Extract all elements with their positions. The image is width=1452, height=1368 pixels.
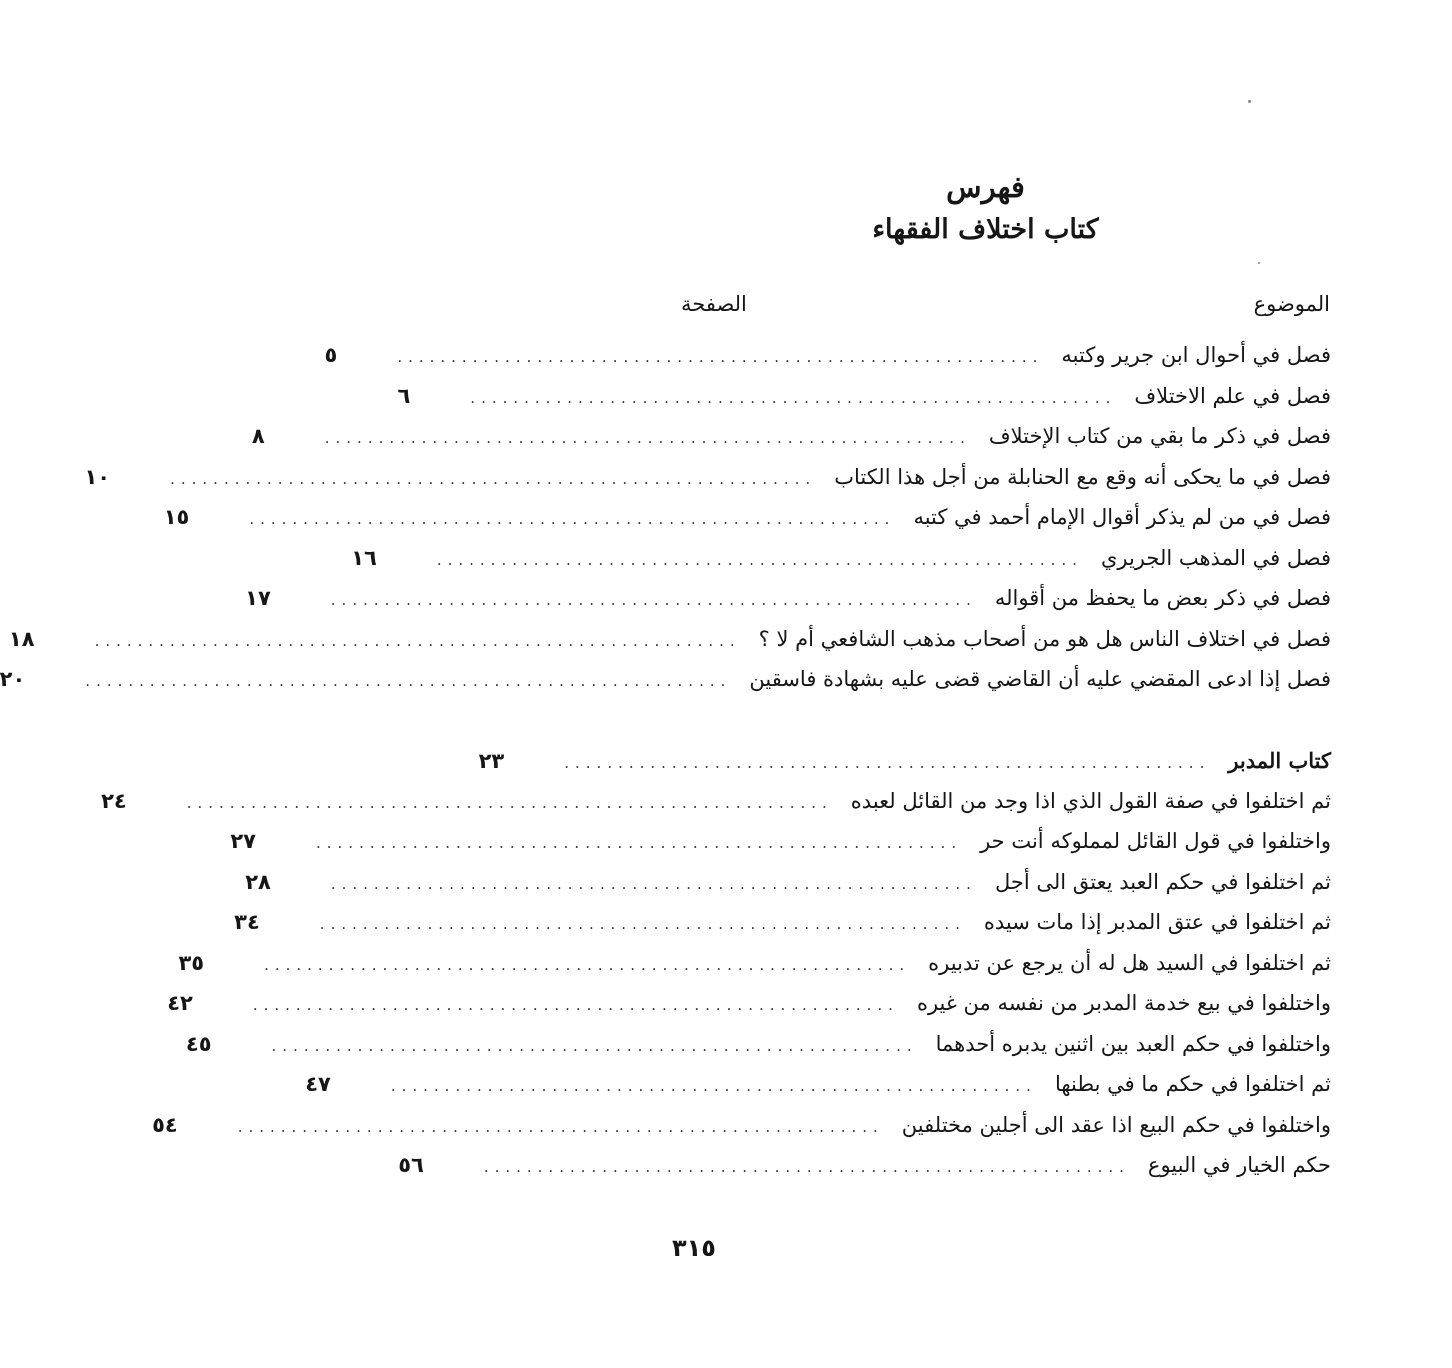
toc-entry-page: ٢٣: [478, 749, 505, 773]
index-heading: فهرس: [946, 170, 1025, 204]
toc-entry: [305, 1072, 1331, 1113]
toc-entry: [84, 464, 1331, 506]
toc-entry-title: كتاب المدبر: [1228, 748, 1331, 773]
toc-entry: [251, 424, 1331, 465]
dot-leader: ............................................................: [316, 834, 963, 852]
toc-entry-title: ثم اختلفوا في حكم العبد يعتق الى أجل: [994, 869, 1331, 894]
page-column-header: الصفحة: [681, 292, 747, 316]
toc-entry-page: ٢٧: [230, 829, 256, 853]
dot-leader: ............................................................: [564, 754, 1211, 772]
toc-entry-title: واختلفوا في حكم البيع اذا عقد الى أجلين مختلفين: [901, 1112, 1331, 1137]
dot-leader: ............................................................: [186, 793, 833, 812]
toc-entry-title: فصل في ذكر بعض ما يحفظ من أقواله: [994, 586, 1331, 610]
dot-leader: ............................................................: [483, 1158, 1130, 1176]
toc-entry-title: واختلفوا في حكم العبد بين اثنين يدبره أحدهما: [935, 1031, 1331, 1056]
toc-entry: [101, 788, 1331, 830]
toc-entry: [230, 829, 1331, 870]
toc-entry-page: ١٠: [84, 464, 111, 489]
dot-leader: ............................................................: [324, 429, 971, 447]
toc-entry-title: فصل في أحوال ابن جرير وكتبه: [1061, 343, 1331, 367]
toc-entry-title: ثم اختلفوا في عتق المدبر إذا مات سيده: [983, 910, 1331, 934]
dot-leader: ............................................................: [249, 510, 896, 528]
toc-entry-title: واختلفوا في بيع خدمة المدبر من نفسه من غيره: [916, 991, 1331, 1015]
toc-entry-page: ١٨: [8, 626, 35, 651]
toc-entry-title: ثم اختلفوا في حكم ما في بطنها: [1054, 1072, 1331, 1096]
toc-entry-title: واختلفوا في قول القائل لمملوكه أنت حر: [980, 829, 1331, 853]
toc-entry-page: ٢٨: [245, 869, 271, 894]
print-speck: [1248, 100, 1251, 103]
dot-leader: ............................................................: [470, 388, 1117, 407]
toc-entry-page: ٣٤: [234, 910, 260, 934]
toc-entry: [163, 505, 1331, 546]
toc-entry: [324, 343, 1331, 384]
toc-entry: [8, 626, 1331, 668]
topic-column-header: الموضوع: [1253, 292, 1330, 316]
toc-entry: [0, 667, 1331, 708]
print-speck: [1258, 262, 1260, 264]
toc-entry-page: ٤٥: [185, 1031, 212, 1056]
toc-entry-page: ١٥: [163, 505, 190, 529]
dot-leader: ............................................................: [85, 672, 732, 690]
toc-entry-page: ٥٤: [152, 1112, 178, 1137]
toc-entry-title: فصل في ما يحكى أنه وقع مع الحنابلة من أجل هذا الكتاب: [834, 464, 1331, 489]
toc-entry-page: ٤٧: [305, 1072, 331, 1096]
dot-leader: ............................................................: [271, 1036, 918, 1055]
page-number: ٣١٥: [672, 1234, 716, 1262]
toc-entry-title: فصل في علم الاختلاف: [1134, 383, 1331, 408]
toc-entry-page: ٥٦: [398, 1153, 424, 1177]
toc-entry: [397, 383, 1331, 425]
dot-leader: ............................................................: [237, 1117, 884, 1136]
dot-leader: ............................................................: [264, 955, 911, 974]
toc-entry-title: فصل في من لم يذكر أقوال الإمام أحمد في كتبه: [913, 505, 1331, 529]
toc-entry-page: ٦: [397, 383, 411, 408]
dot-leader: ............................................................: [330, 591, 977, 609]
dot-leader: ............................................................: [330, 874, 977, 893]
dot-leader: ............................................................: [319, 915, 966, 933]
toc-entry: [245, 869, 1331, 911]
toc-entry-title: حكم الخيار في البيوع: [1147, 1153, 1331, 1177]
toc-entry: [178, 950, 1331, 992]
dot-leader: ............................................................: [436, 550, 1083, 569]
toc-entry-title: ثم اختلفوا في السيد هل له أن يرجع عن تدبيره: [928, 950, 1331, 975]
toc-entry: [152, 1112, 1331, 1154]
dot-leader: ............................................................: [397, 348, 1044, 366]
toc-entry-page: ١٧: [245, 586, 271, 610]
toc-entry: [234, 910, 1331, 951]
toc-entry-page: ٣٥: [178, 950, 205, 975]
dot-leader: ............................................................: [252, 996, 899, 1014]
toc-entry-title: فصل إذا ادعى المقضي عليه أن القاضي قضى عليه بشهادة فاسقين: [749, 667, 1331, 691]
toc-entry: [245, 586, 1331, 627]
toc-entry-title: فصل في ذكر ما بقي من كتاب الإختلاف: [988, 424, 1331, 448]
toc-entry: [185, 1031, 1331, 1073]
toc-entry-page: ١٦: [351, 545, 377, 570]
toc-entry: [478, 748, 1331, 789]
toc-entry: [351, 545, 1331, 587]
toc-section-introduction: [0, 343, 1331, 708]
toc-entry-page: ٨: [251, 424, 265, 448]
dot-leader: ............................................................: [94, 631, 741, 650]
toc-entry-page: ٢٠: [0, 667, 26, 691]
toc-entry-title: ثم اختلفوا في صفة القول الذي اذا وجد من القائل لعبده: [850, 788, 1331, 813]
toc-section-mudabbar: [101, 748, 1331, 1194]
toc-entry-title: فصل في المذهب الجريري: [1100, 545, 1331, 570]
toc-entry-page: ٥: [324, 343, 338, 367]
toc-entry: [398, 1153, 1331, 1194]
toc-entry: [167, 991, 1331, 1032]
toc-entry-page: ٢٤: [101, 788, 127, 813]
dot-leader: ............................................................: [390, 1077, 1037, 1095]
book-title: كتاب اختلاف الفقهاء: [872, 214, 1099, 245]
toc-entry-page: ٤٢: [167, 991, 193, 1015]
dot-leader: ............................................................: [170, 469, 817, 488]
toc-entry-title: فصل في اختلاف الناس هل هو من أصحاب مذهب الشافعي أم لا ؟: [758, 626, 1331, 651]
